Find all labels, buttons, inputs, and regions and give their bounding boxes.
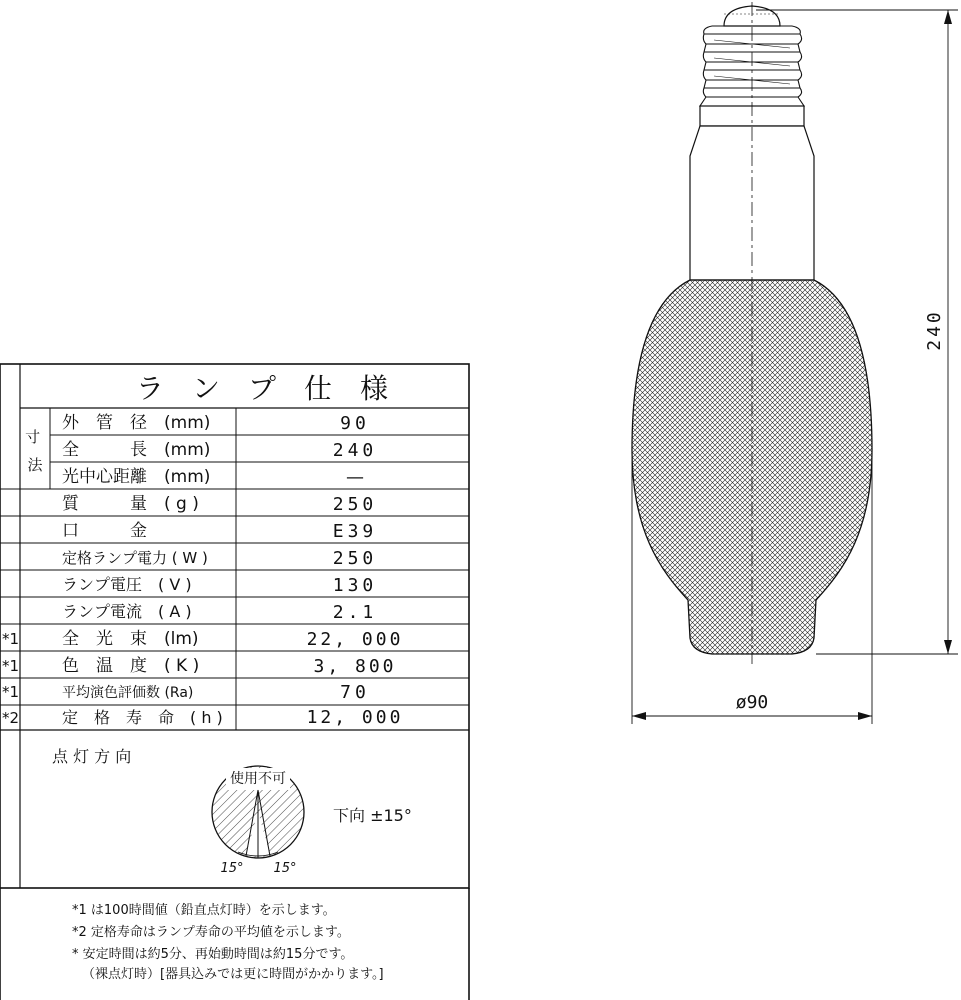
angle-right-label: 15° [273,861,297,876]
row-value-base: E39 [332,521,378,542]
row-value-mass: 250 [332,494,378,515]
row-label-mass: 質 量 ( g ) [62,494,199,514]
row-value-cri: 70 [340,682,370,703]
row-label-color-temp: 色 温 度 ( K ) [62,656,200,676]
diameter-dim-label: ø90 [735,692,769,713]
row-value-lamp-voltage: 130 [332,575,378,596]
row-label-rated-power: 定格ランプ電力 ( W ) [62,549,208,567]
spec-table [0,364,469,1000]
note-4: （裸点灯時）[器具込みでは更に時間がかかります。] [82,967,384,982]
table-title: ラ ン プ 仕 様 [135,372,389,405]
note-1: *1 は100時間値（鉛直点灯時）を示します。 [72,903,336,918]
row-value-rated-life: 12, 000 [306,707,404,728]
row-label-outer-diameter: 外 管 径 (mm) [62,413,211,433]
row-mark-cri: *1 [2,683,20,701]
row-label-overall-length: 全 長 (mm) [62,440,211,460]
row-value-overall-length: 240 [332,440,378,461]
row-value-color-temp: 3, 800 [313,656,397,677]
row-label-light-center: 光中心距離 (mm) [62,467,211,487]
lamp-drawing [632,2,958,724]
row-label-lamp-voltage: ランプ電圧 ( V ) [62,575,192,594]
prohibited-label: 使用不可 [230,771,286,787]
row-mark-rated-life: *2 [2,709,20,727]
burning-position-value: 下向 ±15° [333,806,412,825]
row-mark-color-temp: *1 [2,657,20,675]
row-value-luminous-flux: 22, 000 [306,629,404,650]
row-label-luminous-flux: 全 光 束 (lm) [62,629,199,649]
row-mark-luminous-flux: *1 [2,630,20,648]
row-label-rated-life: 定 格 寿 命 ( h ) [62,708,223,727]
row-label-base: 口 金 [62,521,147,541]
note-3: * 安定時間は約5分、再始動時間は約15分です。 [72,947,354,962]
row-value-rated-power: 250 [332,548,378,569]
row-value-outer-diameter: 90 [340,413,370,434]
dimension-group-label: 寸 法 [25,428,43,474]
row-value-lamp-current: 2.1 [332,602,378,623]
angle-left-label: 15° [220,861,244,876]
notes [72,902,384,982]
burning-position-label: 点 灯 方 向 [52,747,132,766]
row-label-cri: 平均演色評価数 (Ra) [62,685,194,701]
row-value-light-center: — [346,467,364,488]
height-dim-label: 240 [924,309,945,351]
burning-position-diagram [212,766,304,876]
row-label-lamp-current: ランプ電流 ( A ) [62,602,192,621]
note-2: *2 定格寿命はランプ寿命の平均値を示します。 [72,925,350,940]
burning-position-section [52,747,412,876]
